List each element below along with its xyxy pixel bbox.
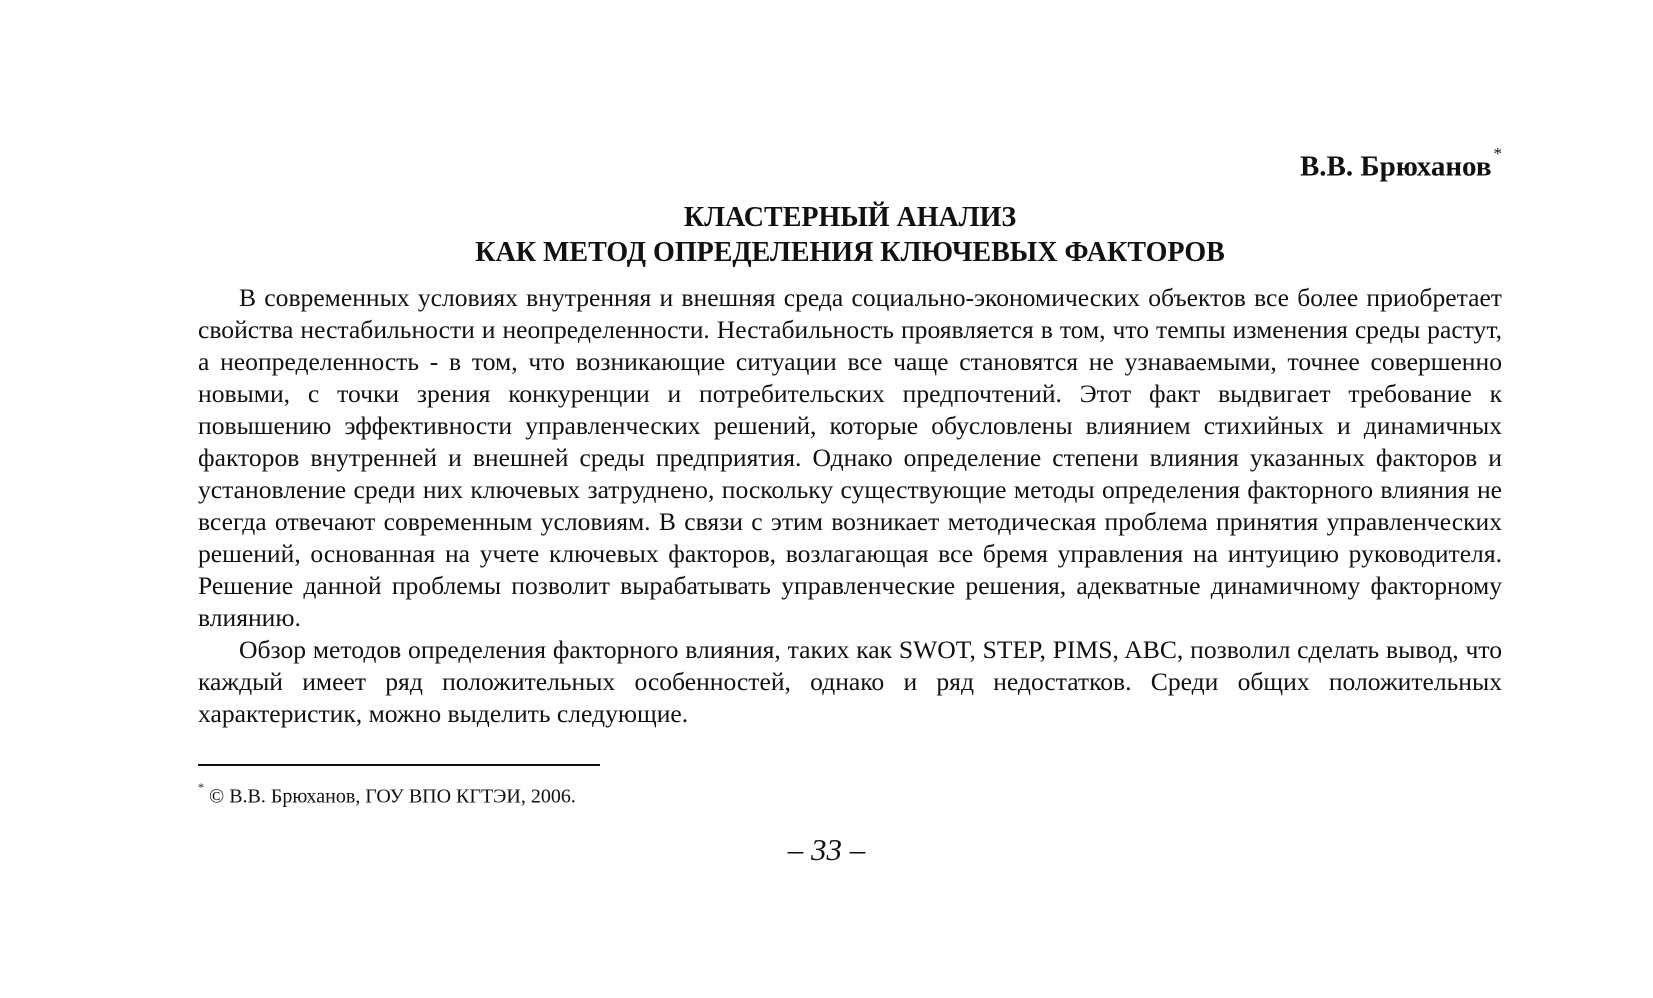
title-line-1: КЛАСТЕРНЫЙ АНАЛИЗ (683, 202, 1017, 233)
author-name-text: В.В. Брюханов (1299, 150, 1492, 183)
footnote-divider (198, 764, 600, 766)
article-body (198, 282, 1502, 730)
body-paragraph-2: Обзор методов определения факторного влияния, таких как SWOT, STEP, PIMS, ABC, позволил сделать вывод, что каждый имеет ряд положительных особенностей, однако и ряд недостатков. Среди общих положительных характеристик, можно выделить следующие. (198, 635, 1502, 728)
author-name (1300, 142, 1502, 185)
footnote-text: © В.В. Брюханов, ГОУ ВПО КГТЭИ, 2006. (209, 785, 576, 808)
footnote (198, 778, 576, 810)
page-number: – 33 – (787, 832, 866, 867)
footnote-marker: * (198, 780, 204, 794)
title-line-2: КАК МЕТОД ОПРЕДЕЛЕНИЯ КЛЮЧЕВЫХ ФАКТОРОВ (475, 237, 1225, 268)
author-footnote-marker: * (1493, 144, 1502, 163)
body-paragraph-1: В современных условиях внутренняя и внешняя среда социально-экономических объектов все более приобретает свойства нестабильности и неопределенности. Нестабильность проявляется в том, что темпы изменения среды растут, а неопределенность - в том, что возникающие ситуации все чаще становятся не узнаваемыми, точнее совершенно новыми, с точки зрения конкуренции и потребительских предпочтений. Этот факт выдвигает требование к повышению эффективности управленческих решений, которые обусловлены влиянием стихийных и динамичных факторов внутренней и внешней среды предприятия. Однако определение степени влияния указанных факторов и установление среди них ключевых затруднено, поскольку существующие методы определения факторного влияния не всегда отвечают современным условиям. В связи с этим возникает методическая проблема принятия управленческих решений, основанная на учете ключевых факторов, возлагающая все бремя управления на интуицию руководителя. Решение данной проблемы позволит вырабатывать управленческие решения, адекватные динамичному факторному влиянию. (198, 283, 1502, 632)
article-title (198, 200, 1502, 270)
